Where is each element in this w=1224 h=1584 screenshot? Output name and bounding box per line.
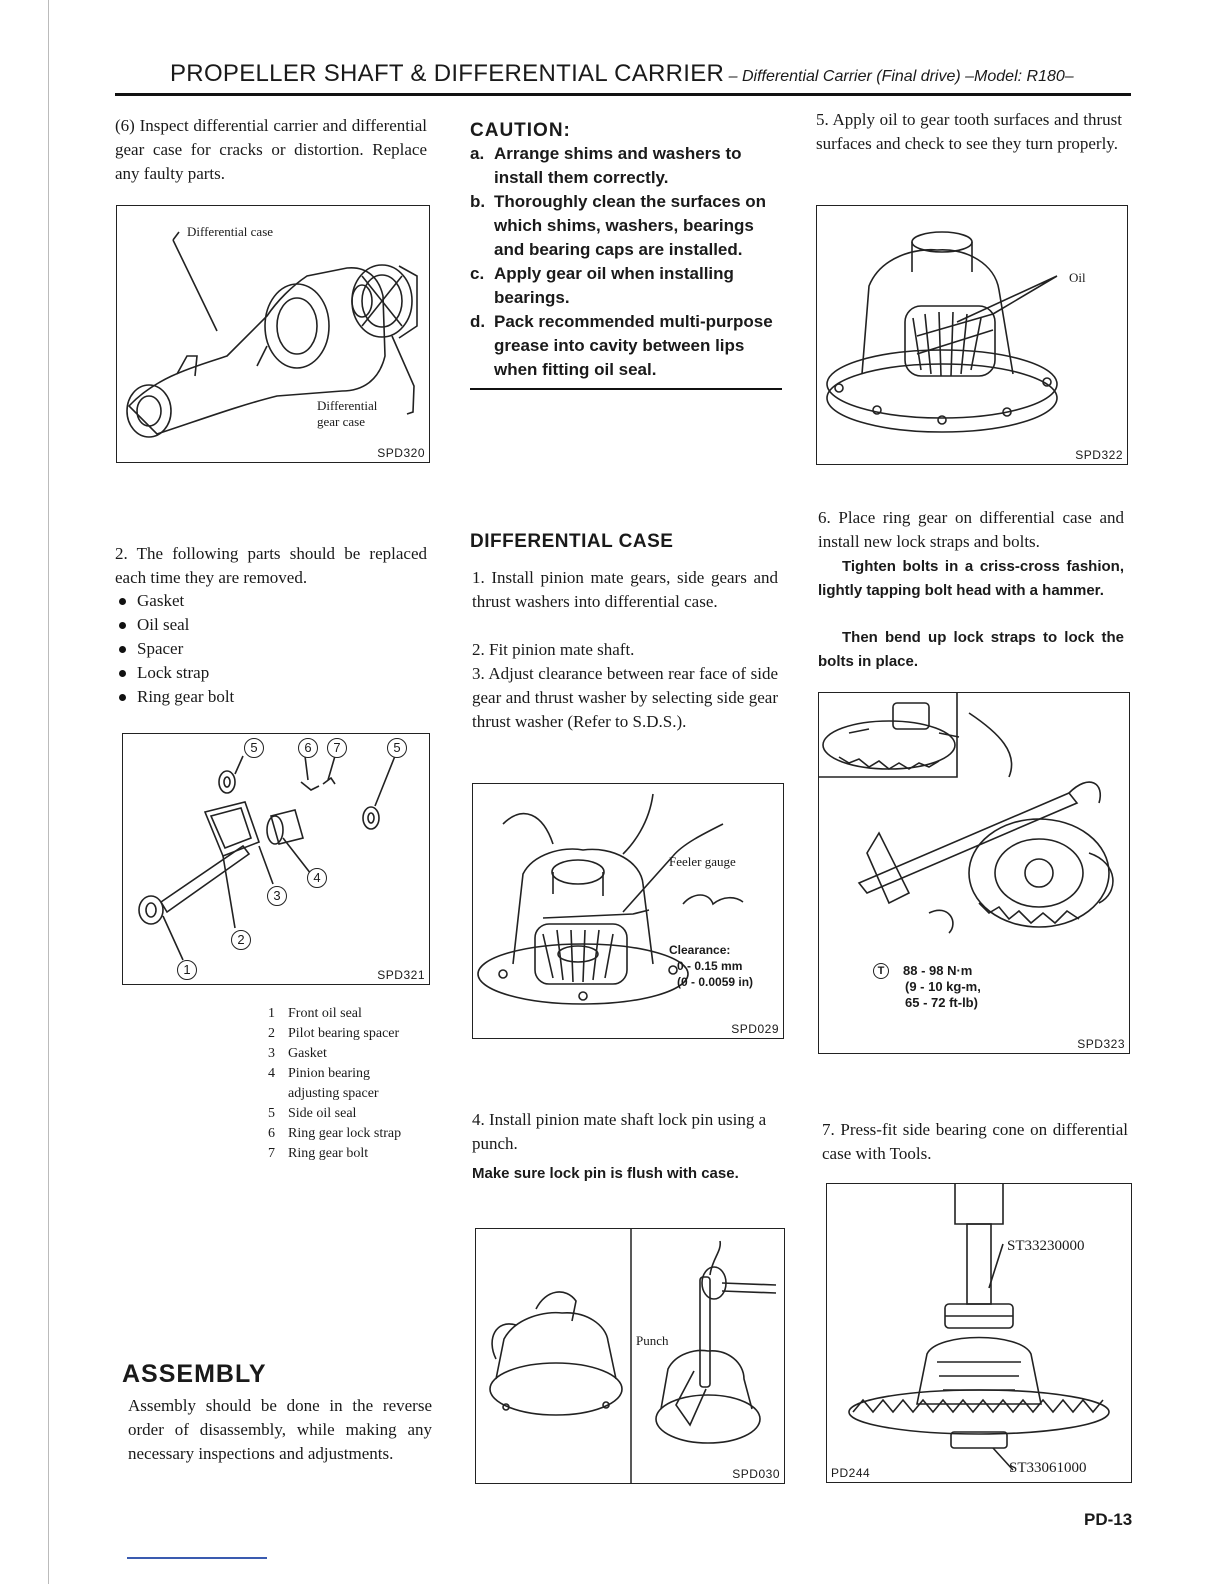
callout-4: 4	[307, 868, 327, 888]
bearing-press-illustration	[827, 1184, 1131, 1482]
figure-code: SPD030	[732, 1467, 780, 1481]
label-feeler-gauge: Feeler gauge	[669, 854, 736, 869]
step-2-replace: 2. The following parts should be replaced each time they are removed.	[115, 544, 427, 587]
label-oil: Oil	[1069, 270, 1086, 285]
clearance-spec: Clearance: 0 - 0.15 mm (0 - 0.0059 in)	[669, 943, 754, 989]
callout-6: 6	[298, 738, 318, 758]
legend-row: 6 Ring gear lock strap	[268, 1126, 402, 1141]
legend-row: 7 Ring gear bolt	[268, 1146, 369, 1161]
step-7-press-fit: 7. Press-fit side bearing cone on differential case with Tools.	[822, 1120, 1128, 1163]
figure-spd030	[475, 1228, 785, 1484]
step-6-ring-gear: 6. Place ring gear on differential case and install new lock straps and bolts.	[818, 508, 1124, 551]
punch-illustration	[476, 1229, 784, 1483]
callout-1: 1	[177, 960, 197, 980]
step-6-note-bend: Then bend up lock straps to lock the bolts in place.	[818, 629, 1124, 670]
caution-item: d. Pack recommended multi-purpose grease into cavity between lips when fitting oil seal.	[470, 312, 773, 379]
caution-block	[470, 120, 780, 382]
step-3-adjust: 3. Adjust clearance between rear face of side gear and thrust washer by selecting side gear thrust washer (Refer to S.D.S.).	[472, 664, 778, 731]
page-number: PD-13	[1084, 1510, 1133, 1529]
footer-line	[127, 1557, 267, 1559]
step-4-lock-pin: 4. Install pinion mate shaft lock pin using a punch.	[472, 1110, 767, 1153]
figure-code: PD244	[831, 1466, 871, 1480]
label-tool-st33061000: ST33061000	[1009, 1460, 1087, 1476]
caution-title: CAUTION:	[470, 120, 571, 141]
label-tool-st33230000: ST33230000	[1007, 1238, 1085, 1254]
legend-row: 1 Front oil seal	[268, 1006, 362, 1021]
oil-application-illustration	[817, 206, 1127, 464]
header-title: PROPELLER SHAFT & DIFFERENTIAL CARRIER	[170, 60, 725, 87]
section-heading-differential-case: DIFFERENTIAL CASE	[470, 531, 674, 552]
exploded-parts-illustration	[123, 734, 429, 984]
figure-spd320	[116, 205, 430, 463]
caution-item: c. Apply gear oil when installing bearings.	[470, 264, 734, 307]
list-item: Gasket	[115, 589, 415, 613]
legend-row: 2 Pilot bearing spacer	[268, 1026, 400, 1041]
parts-legend	[268, 1004, 438, 1164]
step-6-note-tighten: Tighten bolts in a criss-cross fashion, lightly tapping bolt head with a hammer.	[818, 558, 1124, 599]
assembly-heading: ASSEMBLY	[122, 1360, 267, 1388]
callout-5: 5	[244, 738, 264, 758]
label-differential-case: Differential case	[187, 224, 274, 239]
callout-3: 3	[267, 886, 287, 906]
callout-5b: 5	[387, 738, 407, 758]
torque-spec: T 88 - 98 N·m (9 - 10 kg-m, 65 - 72 ft-lb)	[873, 963, 981, 1011]
label-punch: Punch	[636, 1333, 669, 1348]
margin-line	[48, 0, 49, 1584]
figure-code: SPD323	[1077, 1037, 1125, 1051]
step-1-install: 1. Install pinion mate gears, side gears and thrust washers into differential case.	[472, 568, 778, 611]
figure-code: SPD321	[377, 968, 425, 982]
figure-pd244	[826, 1183, 1132, 1483]
legend-row: 3 Gasket	[268, 1046, 327, 1061]
caution-item: a. Arrange shims and washers to install them correctly.	[470, 144, 742, 187]
figure-code: SPD320	[377, 446, 425, 460]
step-5-apply-oil: 5. Apply oil to gear tooth surfaces and thrust surfaces and check to see they turn properly.	[816, 110, 1122, 153]
figure-spd029	[472, 783, 784, 1039]
list-item: Oil seal	[115, 613, 415, 637]
list-item: Lock strap	[115, 661, 415, 685]
figure-code: SPD029	[731, 1022, 779, 1036]
list-item: Ring gear bolt	[115, 685, 415, 709]
step-4-note: Make sure lock pin is flush with case.	[472, 1165, 739, 1182]
header-subtitle: – Differential Carrier (Final drive) –Model: R180–	[728, 68, 1074, 85]
torque-icon: T	[873, 963, 889, 979]
callout-2: 2	[231, 930, 251, 950]
legend-row: 4 Pinion bearing adjusting spacer	[268, 1066, 379, 1101]
caution-item: b. Thoroughly clean the surfaces on which shims, washers, bearings and bearing caps are installed.	[470, 192, 767, 259]
caution-rule	[470, 388, 782, 390]
list-item: Spacer	[115, 637, 415, 661]
header-rule	[115, 93, 1131, 96]
figure-spd323	[818, 692, 1130, 1054]
step-6-inspect: (6) Inspect differential carrier and differential gear case for cracks or distortion. Replace any faulty parts.	[115, 116, 427, 183]
figure-code: SPD322	[1075, 448, 1123, 462]
assembly-text: Assembly should be done in the reverse order of disassembly, while making any necessary inspections and adjustments.	[128, 1396, 432, 1463]
page-header	[170, 60, 1130, 88]
step-2-fit: 2. Fit pinion mate shaft.	[472, 640, 635, 659]
figure-spd322	[816, 205, 1128, 465]
legend-row: 5 Side oil seal	[268, 1106, 357, 1121]
replace-list	[115, 589, 415, 709]
feeler-gauge-illustration	[473, 784, 783, 1038]
figure-spd321	[122, 733, 430, 985]
callout-7: 7	[327, 738, 347, 758]
label-differential-gear-case: Differential gear case	[317, 398, 378, 429]
